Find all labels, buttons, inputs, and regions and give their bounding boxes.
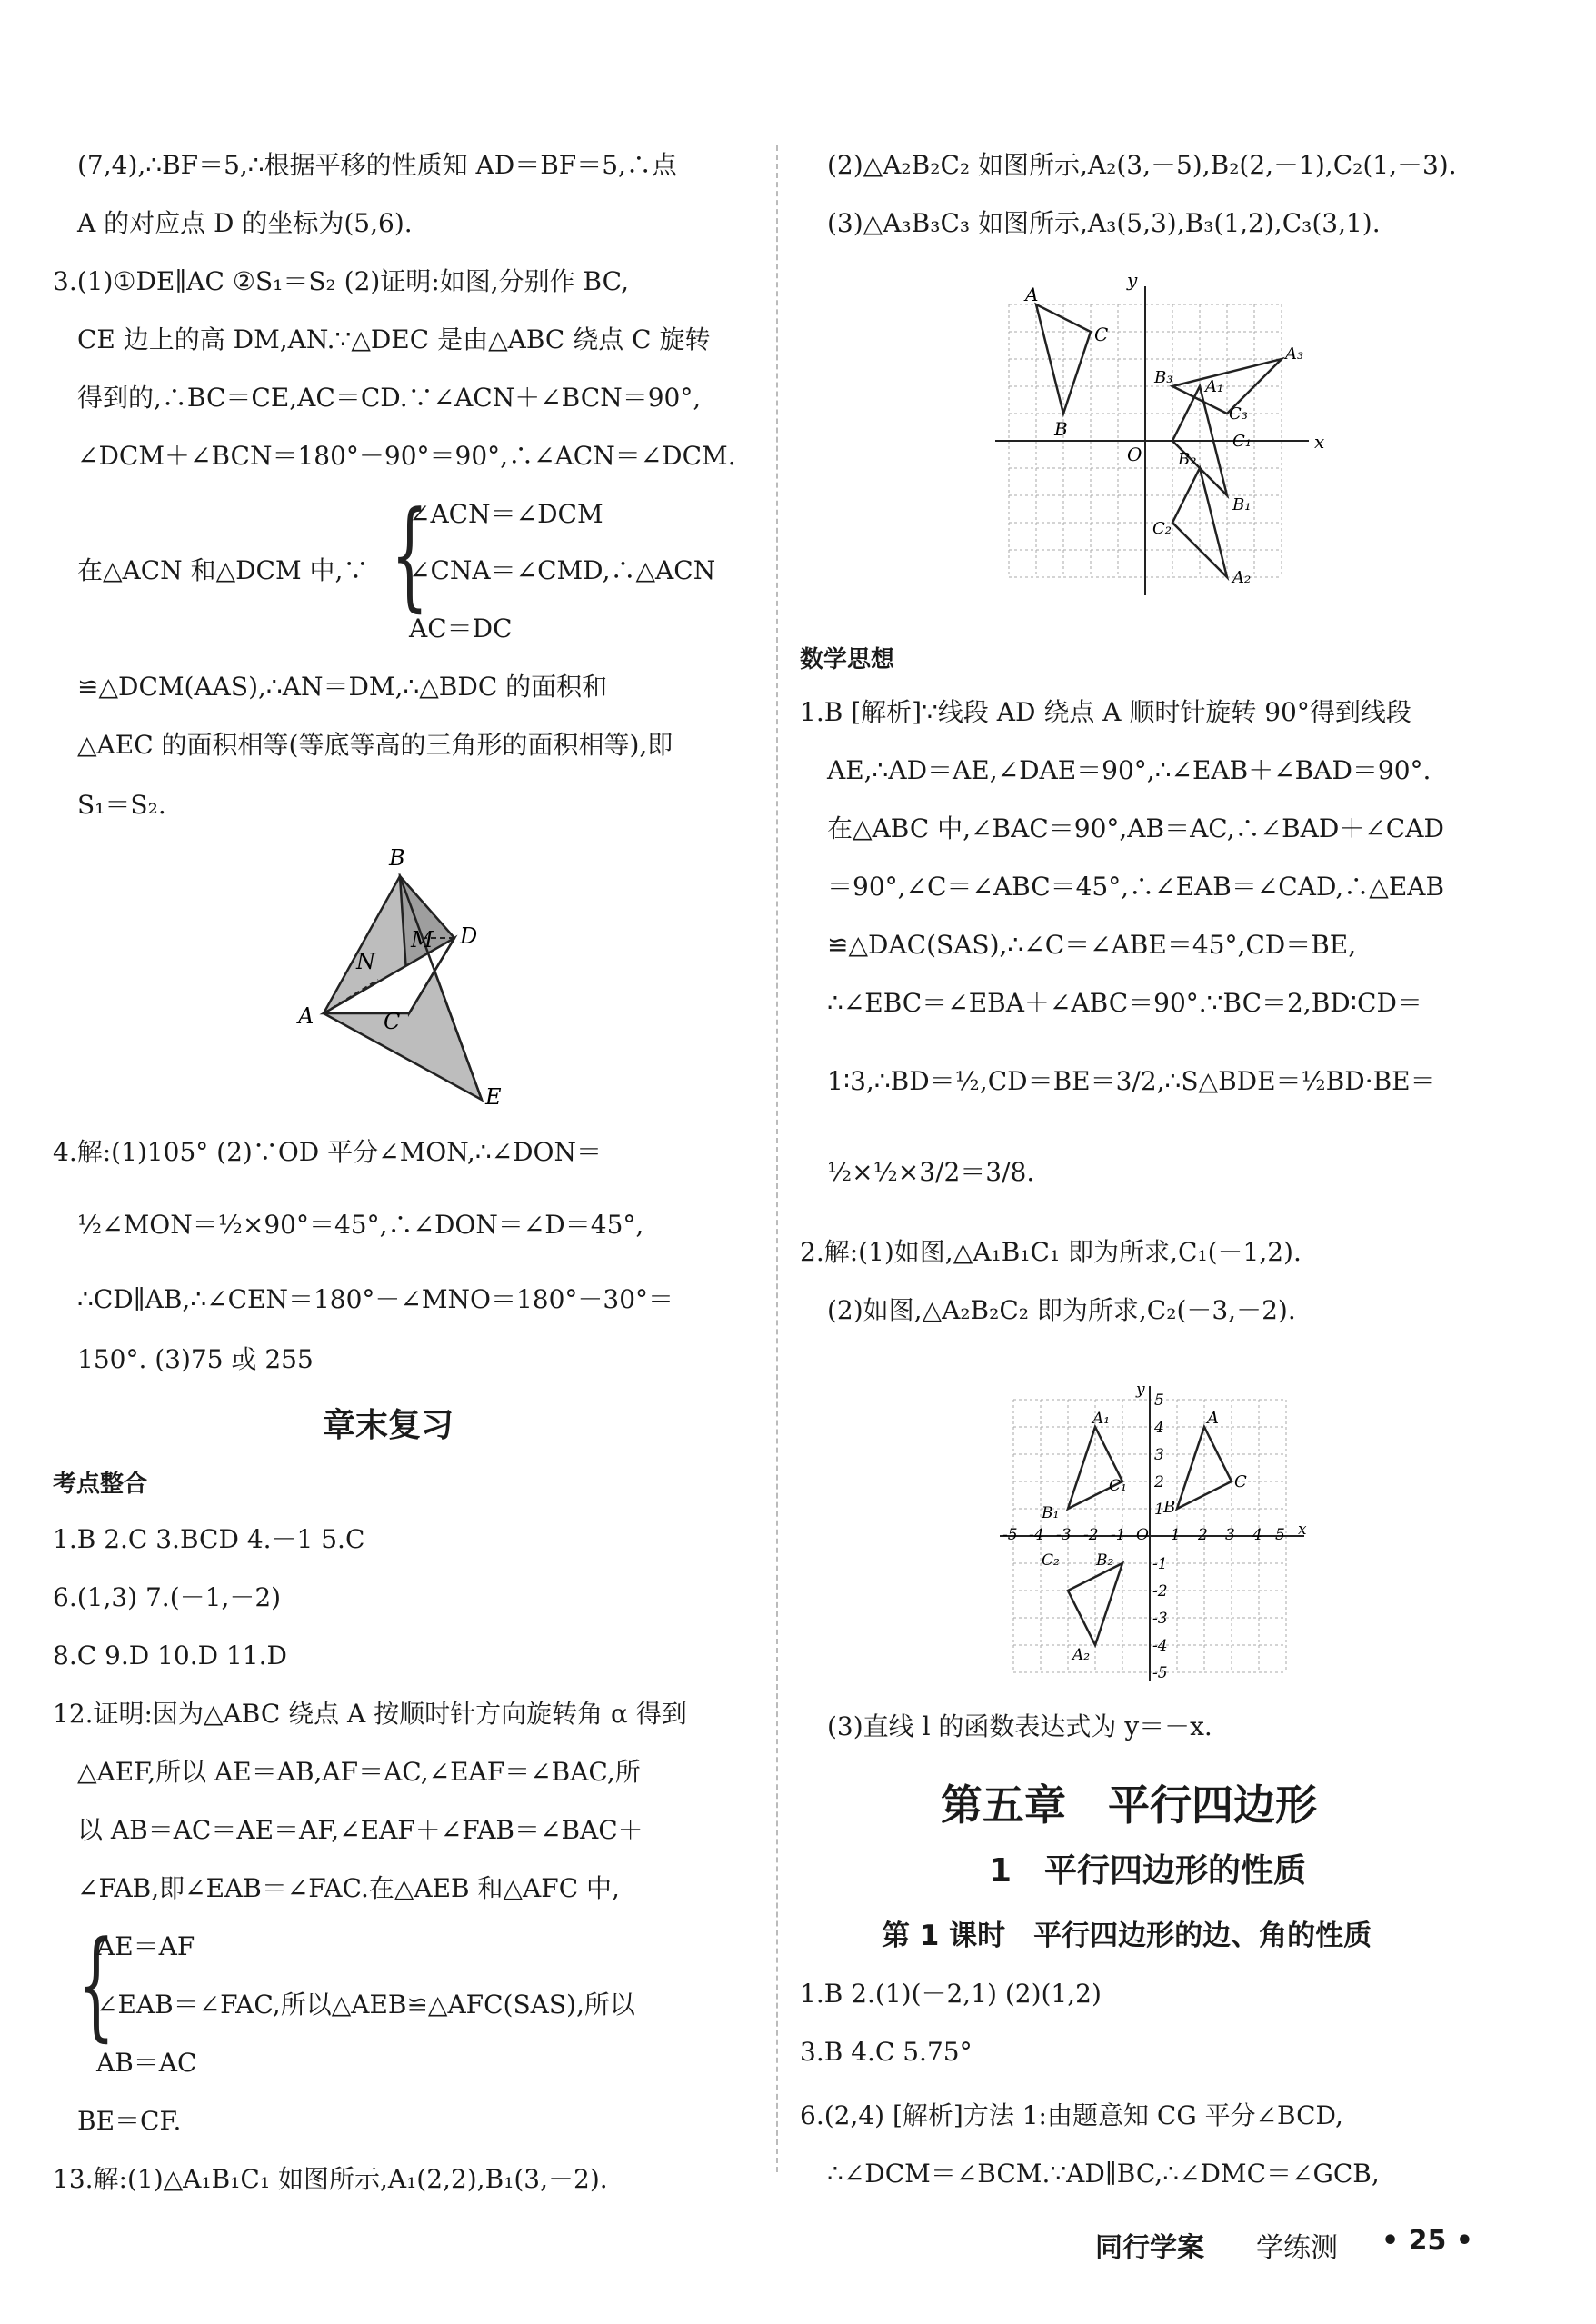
left-line-3: 3.(1)①DE∥AC ②S₁＝S₂ (2)证明:如图,分别作 BC, (53, 266, 629, 296)
q2-line-1: 2.解:(1)如图,△A₁B₁C₁ 即为所求,C₁(－1,2). (800, 1237, 1302, 1267)
q2-line-2: (2)如图,△A₂B₂C₂ 即为所求,C₂(－3,－2). (827, 1295, 1296, 1325)
ch5-answers-row-1: 1.B 2.(1)(－2,1) (2)(1,2) (800, 1979, 1102, 2009)
system1-prefix: 在△ACN 和△DCM 中,∵ (77, 555, 369, 585)
grid1-label-b1: B₁ (1232, 495, 1252, 514)
q1-line-7: 1∶3,∴BD＝½,CD＝BE＝3/2,∴S△BDE＝½BD·BE＝ (827, 1066, 1436, 1096)
page-number: • 25 • (1382, 2225, 1473, 2257)
left-line-4: CE 边上的高 DM,AN.∵△DEC 是由△ABC 绕点 C 旋转 (77, 324, 711, 354)
section1-title: 1 平行四边形的性质 (989, 1852, 1307, 1890)
shuxue-heading: 数学思想 (800, 646, 895, 673)
grid2-y-neg1: -1 (1152, 1555, 1168, 1573)
grid1-label-o: O (1127, 444, 1142, 465)
grid1-label-c3: C₃ (1229, 404, 1248, 424)
system1-brace: { (391, 485, 429, 623)
grid2-y-neg4: -4 (1152, 1637, 1168, 1655)
fig1-label-m: M (411, 927, 434, 953)
grid2-label-a2: A₂ (1072, 1646, 1091, 1664)
grid2-x-neg5: -5 (1002, 1526, 1018, 1544)
grid2-label-c1: C₁ (1109, 1477, 1127, 1495)
grid2-x-1: 1 (1171, 1526, 1181, 1544)
grid2-x-neg1: -1 (1111, 1526, 1126, 1544)
grid1-label-b2: B₂ (1178, 450, 1197, 469)
grid1-label-b: B (1054, 418, 1068, 440)
grid2-y-3: 3 (1154, 1446, 1164, 1464)
grid1-label-x: x (1314, 431, 1325, 453)
grid2-x-2: 2 (1198, 1526, 1208, 1544)
q1-line-5: ≌△DAC(SAS),∴∠C＝∠ABE＝45°,CD＝BE, (827, 930, 1357, 960)
q1-line-4: ＝90°,∠C＝∠ABC＝45°,∴∠EAB＝∠CAD,∴△EAB (827, 872, 1445, 902)
grid2-y-label: y (1136, 1381, 1145, 1399)
grid2-label-c2: C₂ (1042, 1551, 1060, 1570)
grid1-label-a3: A₃ (1285, 344, 1304, 364)
q1-line-6: ∴∠EBC＝∠EBA＋∠ABC＝90°.∵BC＝2,BD∶CD＝ (827, 988, 1422, 1018)
chapter-review-title: 章末复习 (323, 1407, 454, 1444)
grid2-x-neg4: -4 (1029, 1526, 1044, 1544)
q1-line-8: ½×½×3/2＝3/8. (827, 1157, 1035, 1187)
right-line-2: (3)△A₃B₃C₃ 如图所示,A₃(5,3),B₃(1,2),C₃(3,1). (827, 208, 1381, 238)
system1-eq2: ∠CNA＝∠CMD,∴△ACN (409, 555, 716, 585)
left-line-7: ≌△DCM(AAS),∴AN＝DM,∴△BDC 的面积和 (77, 672, 608, 702)
q4-line-3: ∴CD∥AB,∴∠CEN＝180°－∠MNO＝180°－30°＝ (77, 1284, 674, 1314)
left-line-5: 得到的,∴BC＝CE,AC＝CD.∵∠ACN＋∠BCN＝90°, (77, 383, 702, 413)
footer-series: 学练测 (1256, 2232, 1338, 2264)
grid2-x-5: 5 (1275, 1526, 1285, 1544)
answers-row-1: 1.B 2.C 3.BCD 4.－1 5.C (53, 1524, 365, 1554)
grid2-x-neg2: -2 (1083, 1526, 1099, 1544)
fig1-label-e: E (485, 1084, 502, 1109)
footer-brand: 同行学案 (1095, 2232, 1204, 2264)
q4-line-4: 150°. (3)75 或 255 (77, 1344, 314, 1374)
q4-line-1: 4.解:(1)105° (2)∵OD 平分∠MON,∴∠DON＝ (53, 1137, 602, 1167)
system1-eq3: AC＝DC (409, 613, 513, 643)
triangle-figure (291, 845, 554, 1109)
q12-line-1: 12.证明:因为△ABC 绕点 A 按顺时针方向旋转角 α 得到 (53, 1699, 687, 1729)
grid1-label-c1: C₁ (1232, 432, 1252, 451)
coordinate-grid-1 (991, 268, 1336, 604)
grid2-y-1: 1 (1154, 1501, 1164, 1519)
chapter5-title: 第五章 平行四边形 (941, 1780, 1317, 1830)
grid2-origin: O (1136, 1526, 1149, 1544)
q1-line-1: 1.B [解析]∵线段 AD 绕点 A 顺时针旋转 90°得到线段 (800, 697, 1411, 727)
right-line-1: (2)△A₂B₂C₂ 如图所示,A₂(3,－5),B₂(2,－1),C₂(1,－3). (827, 150, 1457, 180)
grid2-y-neg3: -3 (1152, 1610, 1168, 1628)
left-line-8: △AEC 的面积相等(等底等高的三角形的面积相等),即 (77, 730, 673, 760)
fig1-label-c: C (384, 1009, 401, 1034)
ch5-answers-row-4: ∴∠DCM＝∠BCM.∵AD∥BC,∴∠DMC＝∠GCB, (827, 2159, 1380, 2189)
grid2-label-a: A (1207, 1409, 1219, 1428)
ch5-answers-row-3: 6.(2,4) [解析]方法 1:由题意知 CG 平分∠BCD, (800, 2100, 1343, 2130)
system2-eq1: AE＝AF (96, 1931, 195, 1961)
left-line-9: S₁＝S₂. (77, 790, 166, 820)
grid2-label-b1: B₁ (1042, 1504, 1060, 1522)
q12-line-4: ∠FAB,即∠EAB＝∠FAC.在△AEB 和△AFC 中, (77, 1873, 620, 1903)
grid2-label-b2: B₂ (1096, 1551, 1114, 1570)
q1-line-3: 在△ABC 中,∠BAC＝90°,AB＝AC,∴∠BAD＋∠CAD (827, 813, 1444, 843)
system2-eq2: ∠EAB＝∠FAC,所以△AEB≌△AFC(SAS),所以 (96, 1990, 635, 2020)
fig1-label-a: A (298, 1003, 314, 1029)
kaodian-heading: 考点整合 (53, 1471, 148, 1498)
lesson1-title: 第 1 课时 平行四边形的边、角的性质 (882, 1920, 1372, 1952)
grid2-label-a1: A₁ (1092, 1410, 1111, 1428)
answers-row-2: 6.(1,3) 7.(－1,－2) (53, 1582, 282, 1612)
grid1-label-c: C (1094, 324, 1109, 345)
grid2-y-neg2: -2 (1152, 1582, 1168, 1601)
q12-line-2: △AEF,所以 AE＝AB,AF＝AC,∠EAF＝∠BAC,所 (77, 1757, 641, 1787)
left-line-6: ∠DCM＋∠BCN＝180°－90°＝90°,∴∠ACN＝∠DCM. (77, 441, 736, 471)
fig1-label-b: B (389, 845, 405, 871)
system2-brace: { (77, 1915, 115, 2053)
grid1-label-c2: C₂ (1152, 519, 1172, 538)
left-line-2: A 的对应点 D 的坐标为(5,6). (77, 208, 413, 238)
system1-eq1: ∠ACN＝∠DCM (409, 499, 603, 529)
left-line-1: (7,4),∴BF＝5,∴根据平移的性质知 AD＝BF＝5,∴点 (77, 150, 677, 180)
grid2-label-b: B (1163, 1498, 1176, 1517)
fig1-label-n: N (356, 949, 375, 974)
q2-line-3: (3)直线 l 的函数表达式为 y＝－x. (827, 1711, 1212, 1741)
q12-end: BE＝CF. (77, 2106, 182, 2136)
q13-line: 13.解:(1)△A₁B₁C₁ 如图所示,A₁(2,2),B₁(3,－2). (53, 2164, 608, 2194)
q1-line-2: AE,∴AD＝AE,∠DAE＝90°,∴∠EAB＋∠BAD＝90°. (827, 755, 1431, 785)
grid1-label-a2: A₂ (1232, 568, 1252, 587)
system2-eq3: AB＝AC (96, 2048, 197, 2078)
fig1-label-d: D (460, 923, 478, 949)
answers-row-3: 8.C 9.D 10.D 11.D (53, 1641, 287, 1671)
grid2-x-4: 4 (1252, 1526, 1262, 1544)
grid1-label-b3: B₃ (1154, 368, 1173, 387)
grid2-y-5: 5 (1154, 1391, 1164, 1410)
ch5-answers-row-2: 3.B 4.C 5.75° (800, 2037, 973, 2067)
grid1-label-y: y (1127, 269, 1138, 291)
grid2-y-4: 4 (1154, 1419, 1164, 1437)
grid2-x-3: 3 (1225, 1526, 1235, 1544)
grid2-y-neg5: -5 (1152, 1664, 1168, 1681)
grid2-label-c: C (1234, 1472, 1247, 1491)
q12-line-3: 以 AB＝AC＝AE＝AF,∠EAF＋∠FAB＝∠BAC＋ (77, 1815, 643, 1845)
q4-line-2: ½∠MON＝½×90°＝45°,∴∠DON＝∠D＝45°, (77, 1210, 644, 1240)
column-divider (776, 145, 778, 2172)
coordinate-grid-2 (1000, 1381, 1318, 1681)
grid2-x-label: x (1298, 1521, 1307, 1539)
grid2-y-2: 2 (1154, 1473, 1164, 1491)
grid2-x-neg3: -3 (1056, 1526, 1072, 1544)
grid1-label-a1: A₁ (1205, 377, 1224, 396)
grid1-label-a: A (1025, 284, 1039, 305)
